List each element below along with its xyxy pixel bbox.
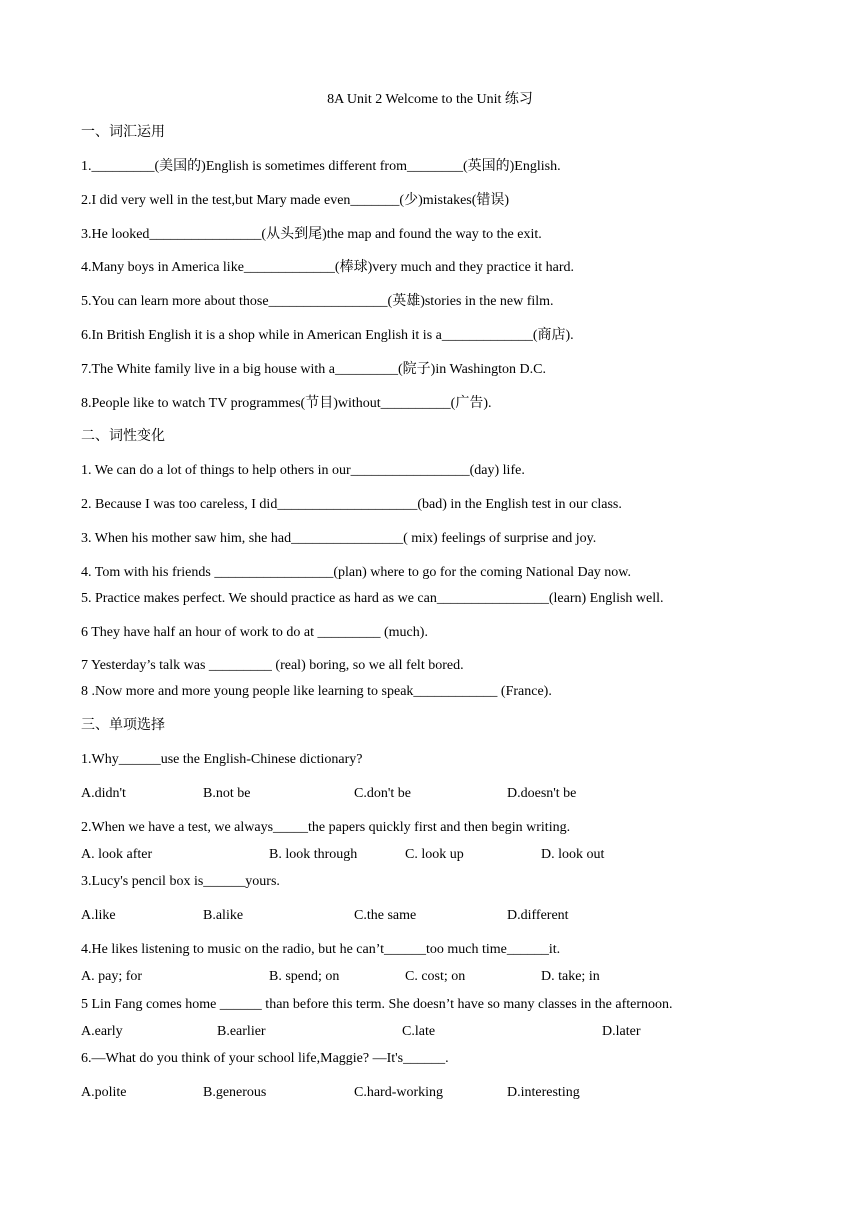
mc-q4-option-d: D. take; in bbox=[541, 969, 600, 984]
wordform-item-5: 5. Practice makes perfect. We should practice as hard as we can________________(learn) English well. bbox=[81, 591, 664, 606]
mc-q6-option-b: B.generous bbox=[203, 1085, 267, 1100]
mc-q6-option-d: D.interesting bbox=[507, 1085, 580, 1100]
vocab-item-8: 8.People like to watch TV programmes(节目)without__________(广告). bbox=[81, 396, 492, 411]
mc-question-1: 1.Why______use the English-Chinese dictionary? bbox=[81, 752, 363, 767]
wordform-item-2: 2. Because I was too careless, I did____________________(bad) in the English test in our class. bbox=[81, 497, 622, 512]
page-title: 8A Unit 2 Welcome to the Unit 练习 bbox=[327, 92, 533, 107]
vocab-item-1: 1._________(美国的)English is sometimes different from________(英国的)English. bbox=[81, 159, 561, 174]
mc-q5-option-b: B.earlier bbox=[217, 1024, 266, 1039]
section-heading-vocabulary: 一、词汇运用 bbox=[81, 125, 165, 140]
mc-q1-option-d: D.doesn't be bbox=[507, 786, 577, 801]
mc-q1-option-a: A.didn't bbox=[81, 786, 126, 801]
mc-q5-option-d: D.later bbox=[602, 1024, 641, 1039]
mc-q3-option-b: B.alike bbox=[203, 908, 244, 923]
wordform-item-3: 3. When his mother saw him, she had________________( mix) feelings of surprise and joy. bbox=[81, 531, 597, 546]
wordform-item-7: 7 Yesterday’s talk was _________ (real) boring, so we all felt bored. bbox=[81, 658, 464, 673]
mc-question-6: 6.—What do you think of your school life,Maggie? —It's______. bbox=[81, 1051, 449, 1066]
vocab-item-2: 2.I did very well in the test,but Mary made even_______(少)mistakes(错误) bbox=[81, 193, 510, 208]
wordform-item-4: 4. Tom with his friends _________________(plan) where to go for the coming National Day now. bbox=[81, 565, 631, 580]
mc-q2-option-d: D. look out bbox=[541, 847, 605, 862]
mc-q1-option-c: C.don't be bbox=[354, 786, 411, 801]
mc-question-3: 3.Lucy's pencil box is______yours. bbox=[81, 874, 280, 889]
mc-question-5: 5 Lin Fang comes home ______ than before this term. She doesn’t have so many classes in the afternoon. bbox=[81, 997, 673, 1012]
vocab-item-5: 5.You can learn more about those_________________(英雄)stories in the new film. bbox=[81, 294, 554, 309]
wordform-item-8: 8 .Now more and more young people like learning to speak____________ (France). bbox=[81, 684, 552, 699]
vocab-item-3: 3.He looked________________(从头到尾)the map and found the way to the exit. bbox=[81, 227, 542, 242]
mc-q4-option-a: A. pay; for bbox=[81, 969, 143, 984]
vocab-item-6: 6.In British English it is a shop while in American English it is a_____________(商店). bbox=[81, 328, 574, 343]
mc-question-4: 4.He likes listening to music on the radio, but he can’t______too much time______it. bbox=[81, 942, 561, 957]
mc-question-2: 2.When we have a test, we always_____the papers quickly first and then begin writing. bbox=[81, 820, 571, 835]
mc-q4-option-c: C. cost; on bbox=[405, 969, 466, 984]
section-heading-multiple-choice: 三、单项选择 bbox=[81, 718, 165, 733]
mc-q2-option-a: A. look after bbox=[81, 847, 153, 862]
mc-q1-option-b: B.not be bbox=[203, 786, 251, 801]
vocab-item-4: 4.Many boys in America like_____________(棒球)very much and they practice it hard. bbox=[81, 260, 574, 275]
section-heading-word-forms: 二、词性变化 bbox=[81, 429, 165, 444]
mc-q4-option-b: B. spend; on bbox=[269, 969, 340, 984]
mc-q5-option-a: A.early bbox=[81, 1024, 123, 1039]
wordform-item-6: 6 They have half an hour of work to do at _________ (much). bbox=[81, 625, 428, 640]
vocab-item-7: 7.The White family live in a big house with a_________(院子)in Washington D.C. bbox=[81, 362, 546, 377]
mc-q6-option-a: A.polite bbox=[81, 1085, 127, 1100]
mc-q3-option-d: D.different bbox=[507, 908, 569, 923]
mc-q6-option-c: C.hard-working bbox=[354, 1085, 444, 1100]
mc-q3-option-a: A.like bbox=[81, 908, 116, 923]
mc-q2-option-b: B. look through bbox=[269, 847, 358, 862]
mc-q5-option-c: C.late bbox=[402, 1024, 436, 1039]
wordform-item-1: 1. We can do a lot of things to help others in our_________________(day) life. bbox=[81, 463, 525, 478]
mc-q3-option-c: C.the same bbox=[354, 908, 417, 923]
mc-q2-option-c: C. look up bbox=[405, 847, 464, 862]
